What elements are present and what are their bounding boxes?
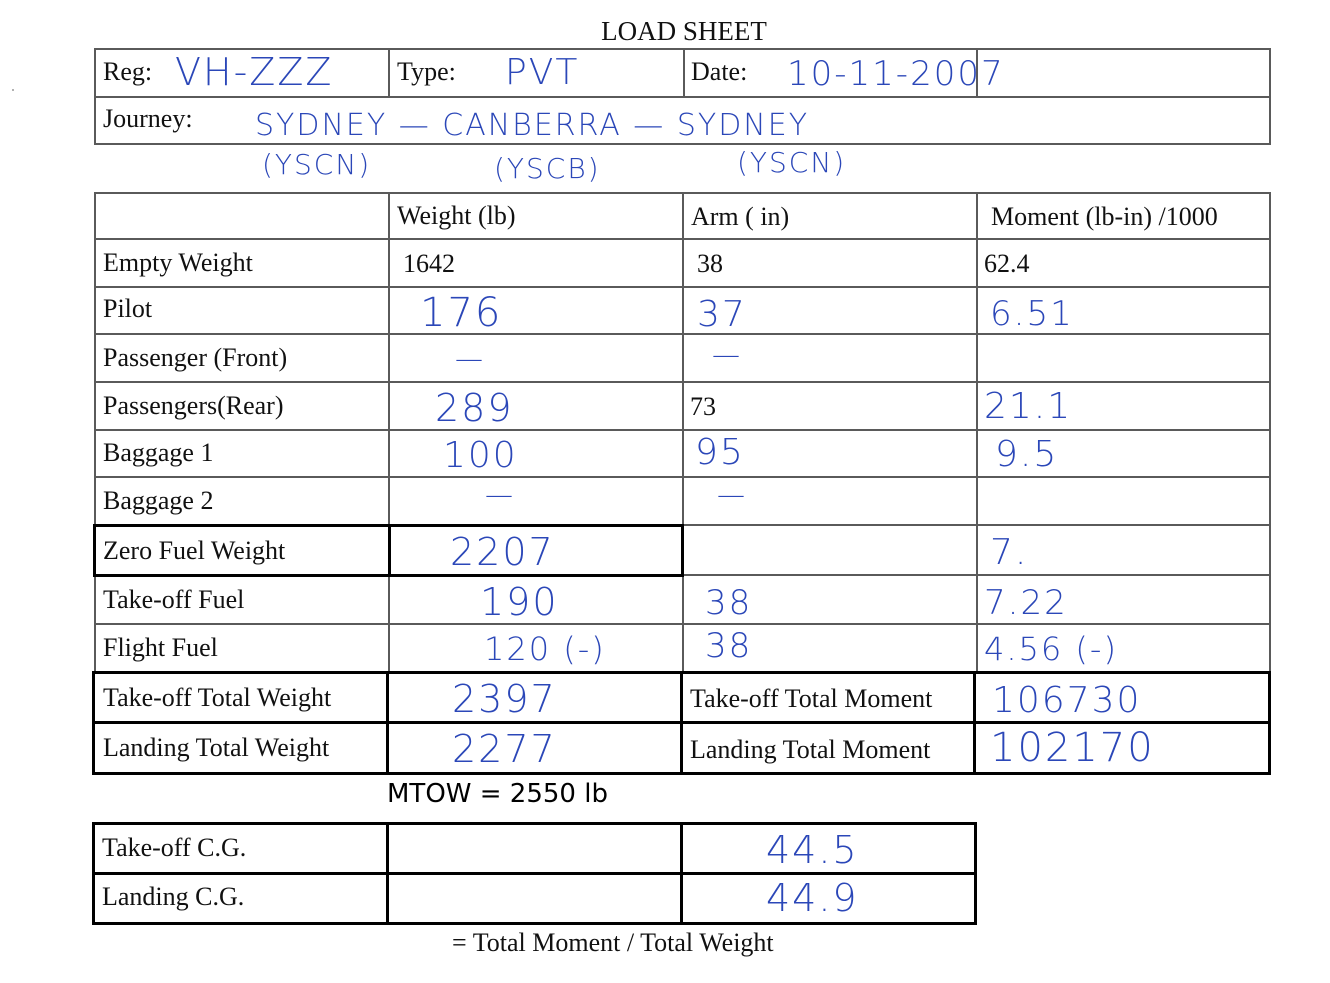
flight-fuel-moment: 4.56 (-): [984, 630, 1118, 668]
landing-cg-value: 44.9: [766, 876, 859, 920]
type-label: Type:: [397, 57, 456, 86]
row-label-baggage-2: Baggage 2: [103, 486, 214, 515]
takeoff-total-moment-value: 106730: [992, 680, 1142, 721]
landing-total-moment-label: Landing Total Moment: [690, 735, 931, 764]
journey-route: SYDNEY — CANBERRA — SYDNEY: [255, 108, 810, 143]
reg-label: Reg:: [103, 57, 153, 86]
landing-cg-label: Landing C.G.: [102, 882, 245, 911]
column-header-arm: Arm ( in): [691, 202, 790, 231]
pilot-moment: 6.51: [990, 294, 1074, 334]
takeoff-total-weight-value: 2397: [452, 677, 557, 721]
journey-code-via: (YSCB): [494, 152, 601, 185]
landing-total-moment-value: 102170: [990, 725, 1155, 771]
takeoff-total-moment-label: Take-off Total Moment: [690, 684, 933, 713]
row-label-passengers-rear: Passengers(Rear): [103, 391, 284, 420]
takeoff-cg-label: Take-off C.G.: [102, 833, 247, 862]
baggage-1-moment: 9.5: [995, 434, 1059, 475]
pilot-arm: 37: [697, 294, 747, 335]
passenger-front-weight: —: [455, 342, 485, 375]
takeoff-fuel-arm: 38: [705, 583, 753, 623]
column-header-weight: Weight (lb): [397, 201, 516, 230]
zero-fuel-weight-moment: 7.: [990, 532, 1029, 573]
type-value: PVT: [505, 52, 580, 93]
takeoff-fuel-weight: 190: [480, 580, 559, 624]
row-label-empty-weight: Empty Weight: [103, 248, 253, 277]
sheet-title: LOAD SHEET: [601, 16, 767, 46]
passengers-rear-moment: 21.1: [984, 386, 1073, 427]
landing-total-weight-label: Landing Total Weight: [103, 733, 330, 762]
takeoff-total-weight-label: Take-off Total Weight: [103, 683, 332, 712]
passengers-rear-arm: 73: [690, 392, 716, 421]
passengers-rear-weight: 289: [435, 386, 514, 430]
journey-code-origin: (YSCN): [262, 148, 372, 181]
reg-value: VH-ZZZ: [175, 50, 334, 94]
baggage-2-weight: —: [485, 478, 515, 511]
baggage-1-arm: 95: [695, 432, 745, 473]
column-header-moment: Moment (lb-in) /1000: [991, 202, 1218, 231]
zero-fuel-weight-value: 2207: [450, 530, 555, 574]
empty-weight-value: 1642: [403, 249, 455, 278]
empty-weight-arm: 38: [697, 249, 723, 278]
takeoff-cg-value: 44.5: [766, 828, 859, 872]
row-label-flight-fuel: Flight Fuel: [103, 633, 218, 662]
row-label-takeoff-fuel: Take-off Fuel: [103, 585, 245, 614]
row-label-pilot: Pilot: [103, 294, 153, 323]
empty-weight-moment: 62.4: [984, 249, 1030, 278]
passenger-front-arm: —: [712, 338, 742, 371]
flight-fuel-arm: 38: [705, 626, 753, 666]
row-label-baggage-1: Baggage 1: [103, 438, 214, 467]
flight-fuel-weight: 120 (-): [484, 630, 606, 668]
landing-total-weight-value: 2277: [452, 727, 557, 771]
baggage-2-arm: —: [717, 478, 747, 511]
row-label-passenger-front: Passenger (Front): [103, 343, 288, 372]
scan-speck: [12, 89, 14, 91]
date-value: 10-11-2007: [787, 54, 1005, 94]
journey-label: Journey:: [103, 104, 193, 133]
pilot-weight: 176: [420, 290, 503, 336]
cg-formula: = Total Moment / Total Weight: [452, 928, 774, 957]
journey-code-destination: (YSCN): [737, 146, 847, 179]
mtow-note: MTOW = 2550 lb: [387, 779, 608, 809]
date-label: Date:: [691, 57, 748, 86]
row-label-zero-fuel-weight: Zero Fuel Weight: [103, 536, 286, 565]
takeoff-fuel-moment: 7.22: [984, 583, 1068, 623]
baggage-1-weight: 100: [443, 435, 518, 476]
